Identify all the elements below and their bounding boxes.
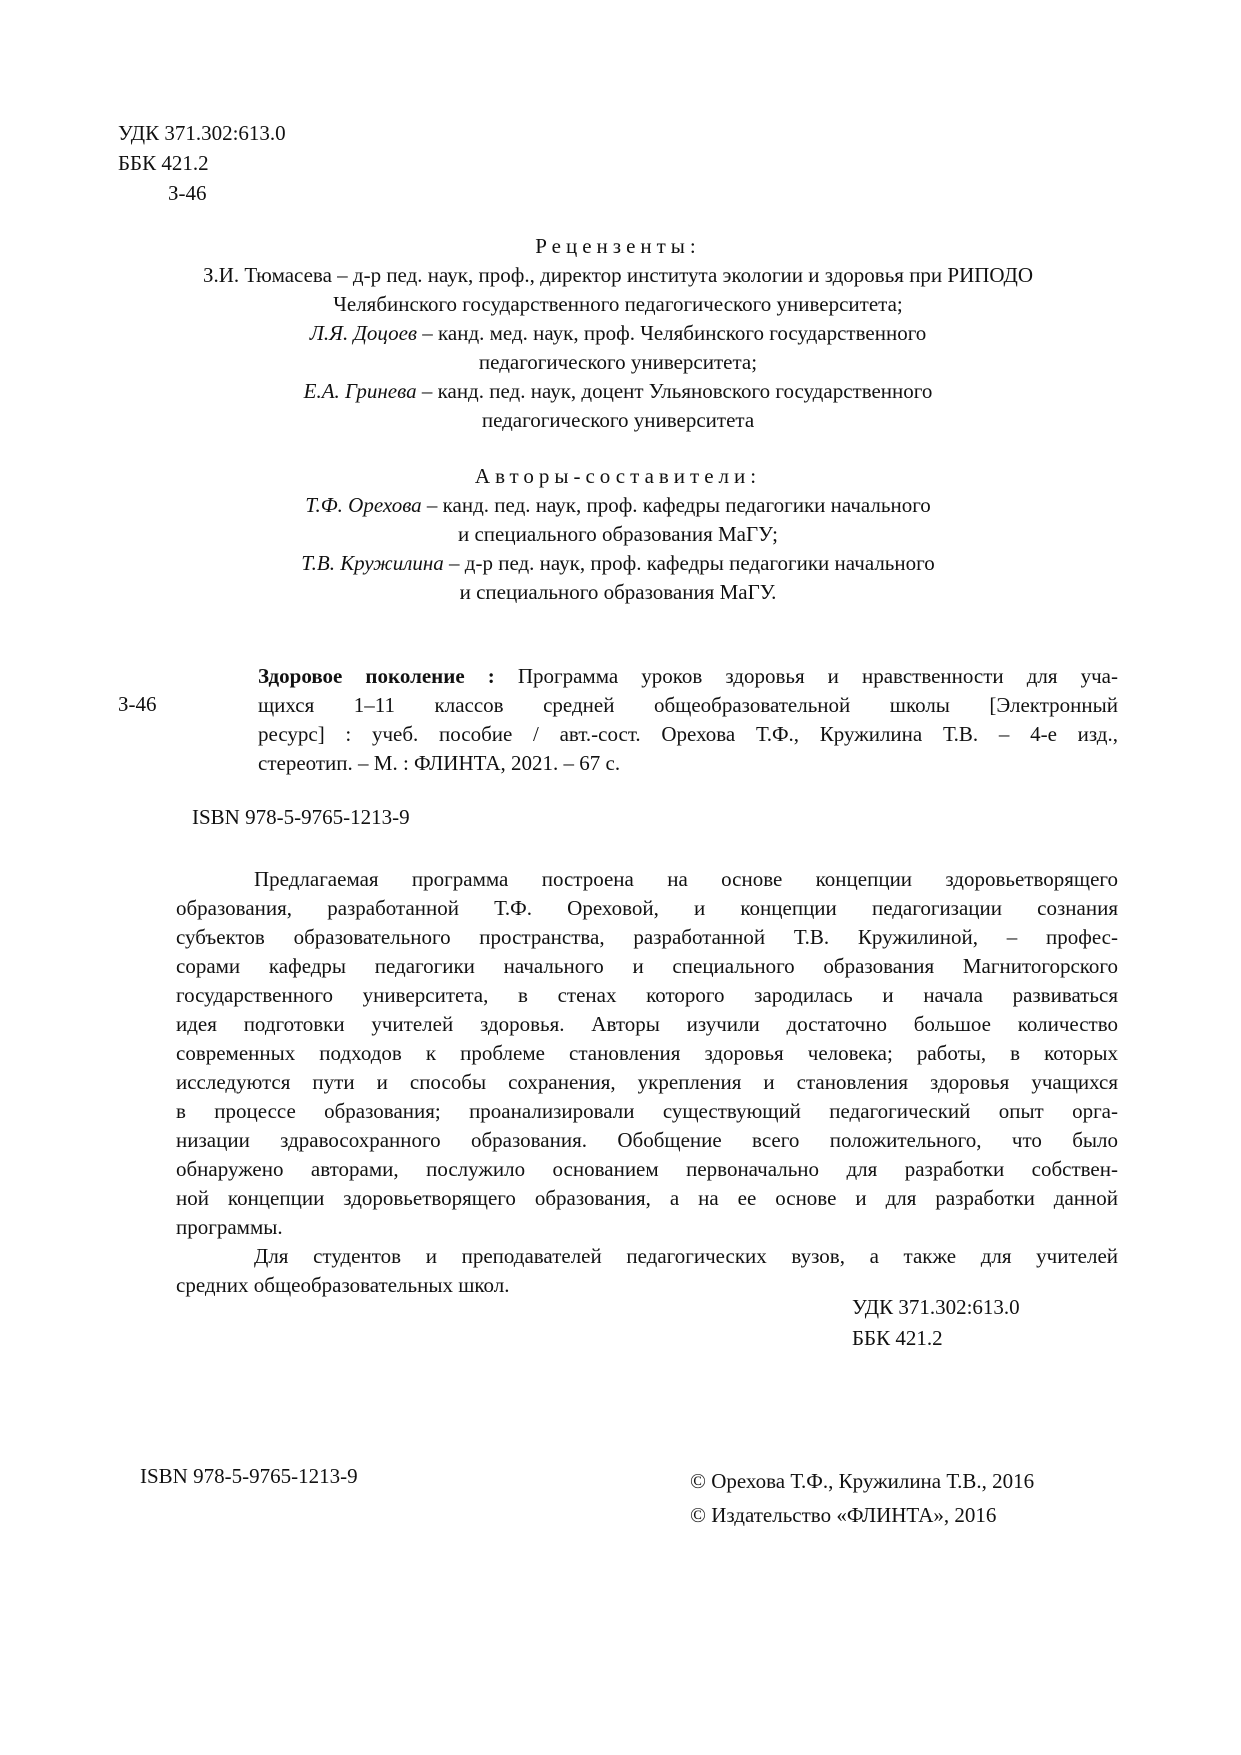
abstract-line: сорами кафедры педагогики начального и специального образования Магнитогорского <box>176 954 1118 978</box>
compiler-name: Т.Ф. Орехова <box>305 493 422 517</box>
reviewers-title: Рецензенты: <box>535 234 701 258</box>
abstract-line: программы. <box>176 1215 283 1239</box>
reviewer-name: З.И. Тюмасева <box>202 263 332 287</box>
reviewer-line: Челябинского государственного педагогического университета; <box>333 292 903 316</box>
compiler-line: и специального образования МаГУ. <box>459 580 777 604</box>
compiler-line: и специального образования МаГУ; <box>457 522 779 546</box>
isbn: ISBN 978-5-9765-1213-9 <box>192 805 410 829</box>
compilers-title: Авторы-составители: <box>474 464 762 488</box>
compiler-line: Т.Ф. Орехова – канд. пед. наук, проф. кафедры педагогики начального <box>305 493 931 517</box>
book-title: Здоровое поколение : <box>258 664 495 688</box>
abstract-line: исследуются пути и способы сохранения, укрепления и становления здоровья учащихся <box>176 1070 1118 1094</box>
compiler-name: Т.В. Кружилина <box>301 551 444 575</box>
abstract-line: в процессе образования; проанализировали существующий педагогический опыт орга- <box>176 1099 1118 1123</box>
footer-codes <box>852 1292 1020 1354</box>
abstract <box>176 865 1118 1300</box>
abstract-line: субъектов образовательного пространства, разработанной Т.В. Кружилиной, – профес- <box>176 925 1118 949</box>
audience-line: средних общеобразовательных школ. <box>176 1273 510 1297</box>
biblio-line: ресурс] : учеб. пособие / авт.-сост. Орехова Т.Ф., Кружилина Т.В. – 4-е изд., <box>258 722 1118 746</box>
biblio-author-mark: З-46 <box>118 692 157 716</box>
bbk-code: ББК 421.2 <box>118 151 209 175</box>
reviewer-name: Л.Я. Доцоев <box>309 321 418 345</box>
footer-isbn: ISBN 978-5-9765-1213-9 <box>140 1464 358 1488</box>
biblio-line: стереотип. – М. : ФЛИНТА, 2021. – 67 с. <box>258 751 621 775</box>
abstract-line: ной концепции здоровьетворящего образования, а на ее основе и для разработки данной <box>176 1186 1118 1210</box>
udk-code: УДК 371.302:613.0 <box>118 121 286 145</box>
bibliographic-record <box>258 662 1118 778</box>
classification-codes <box>118 118 518 208</box>
copyright-authors: © Орехова Т.Ф., Кружилина Т.В., 2016 <box>690 1469 1035 1493</box>
reviewer-line: З.И. Тюмасева – д-р пед. наук, проф., директор института экологии и здоровья при РИПОДО <box>202 263 1034 287</box>
compiler-line: Т.В. Кружилина – д-р пед. наук, проф. кафедры педагогики начального <box>301 551 935 575</box>
compilers-section <box>118 462 1118 607</box>
copyright-publisher: © Издательство «ФЛИНТА», 2016 <box>690 1503 997 1527</box>
audience-line: Для студентов и преподавателей педагогических вузов, а также для учителей <box>254 1244 1118 1268</box>
reviewer-line: Е.А. Гринева – канд. пед. наук, доцент Ульяновского государственного <box>303 379 933 403</box>
author-mark: З-46 <box>168 181 207 205</box>
abstract-line: современных подходов к проблеме становления здоровья человека; работы, в которых <box>176 1041 1118 1065</box>
reviewer-name: Е.А. Гринева <box>303 379 417 403</box>
copyright-block <box>690 1464 1034 1532</box>
abstract-line: Предлагаемая программа построена на основе концепции здоровьетворящего <box>254 867 1118 891</box>
footer-bbk: ББК 421.2 <box>852 1326 943 1350</box>
abstract-line: идея подготовки учителей здоровья. Авторы изучили достаточно большое количество <box>176 1012 1118 1036</box>
reviewer-line: педагогического университета; <box>478 350 758 374</box>
abstract-line: образования, разработанной Т.Ф. Ореховой, и концепции педагогизации сознания <box>176 896 1118 920</box>
biblio-line: щихся 1–11 классов средней общеобразовательной школы [Электронный <box>258 693 1118 717</box>
footer-udk: УДК 371.302:613.0 <box>852 1295 1020 1319</box>
reviewer-line: педагогического университета <box>481 408 755 432</box>
abstract-line: низации здравосохранного образования. Обобщение всего положительного, что было <box>176 1128 1118 1152</box>
abstract-line: государственного университета, в стенах которого зародилась и начала развиваться <box>176 983 1118 1007</box>
biblio-line: Здоровое поколение : Программа уроков здоровья и нравственности для уча- <box>258 664 1118 688</box>
reviewers-section <box>118 232 1118 435</box>
abstract-line: обнаружено авторами, послужило основанием первоначально для разработки собствен- <box>176 1157 1118 1181</box>
reviewer-line: Л.Я. Доцоев – канд. мед. наук, проф. Челябинского государственного <box>309 321 927 345</box>
